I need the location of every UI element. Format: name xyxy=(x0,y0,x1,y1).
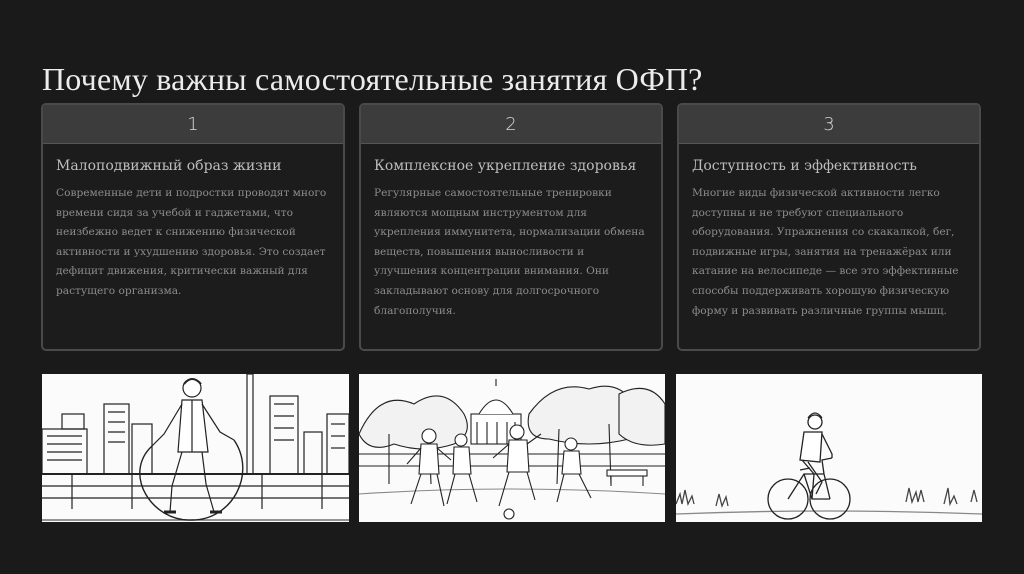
card-number: 1 xyxy=(43,105,343,144)
children-park-drawing xyxy=(359,374,665,522)
card-sedentary-lifestyle xyxy=(41,103,345,351)
card-title: Комплексное укрепление здоровья xyxy=(374,158,637,174)
jump-rope-city-drawing xyxy=(42,374,349,522)
card-title: Малоподвижный образ жизни xyxy=(56,158,282,174)
card-accessibility xyxy=(677,103,981,351)
cyclist-drawing xyxy=(676,374,982,522)
card-text: Регулярные самостоятельные тренировки являются мощным инструментом для укрепления иммунитета, нормализации обмена веществ, повышения выносливости и улучшения концентрации внимания. Они закладывают основу для долгосрочного благополучия. xyxy=(374,187,645,317)
jump-rope-city-illustration xyxy=(42,374,349,522)
card-title: Доступность и эффективность xyxy=(692,158,917,174)
card-health-strengthening xyxy=(359,103,663,351)
card-number: 2 xyxy=(361,105,661,144)
slide-title: Почему важны самостоятельные занятия ОФП? xyxy=(42,61,703,98)
card-text: Многие виды физической активности легко доступны и не требуют специального оборудования. Упражнения со скакалкой, бег, подвижные игры, занятия на тренажёрах или катание на велосипеде — все это эффективные способы поддерживать хорошую физическую форму и развивать различные группы мышц. xyxy=(692,187,959,317)
card-number: 3 xyxy=(679,105,979,144)
children-playing-park-illustration xyxy=(359,374,665,522)
cyclist-illustration xyxy=(676,374,982,522)
card-text: Современные дети и подростки проводят много времени сидя за учебой и гаджетами, что неизбежно ведет к снижению физической активности и ухудшению здоровья. Это создает дефицит движения, критически важный для растущего организма. xyxy=(56,187,327,297)
